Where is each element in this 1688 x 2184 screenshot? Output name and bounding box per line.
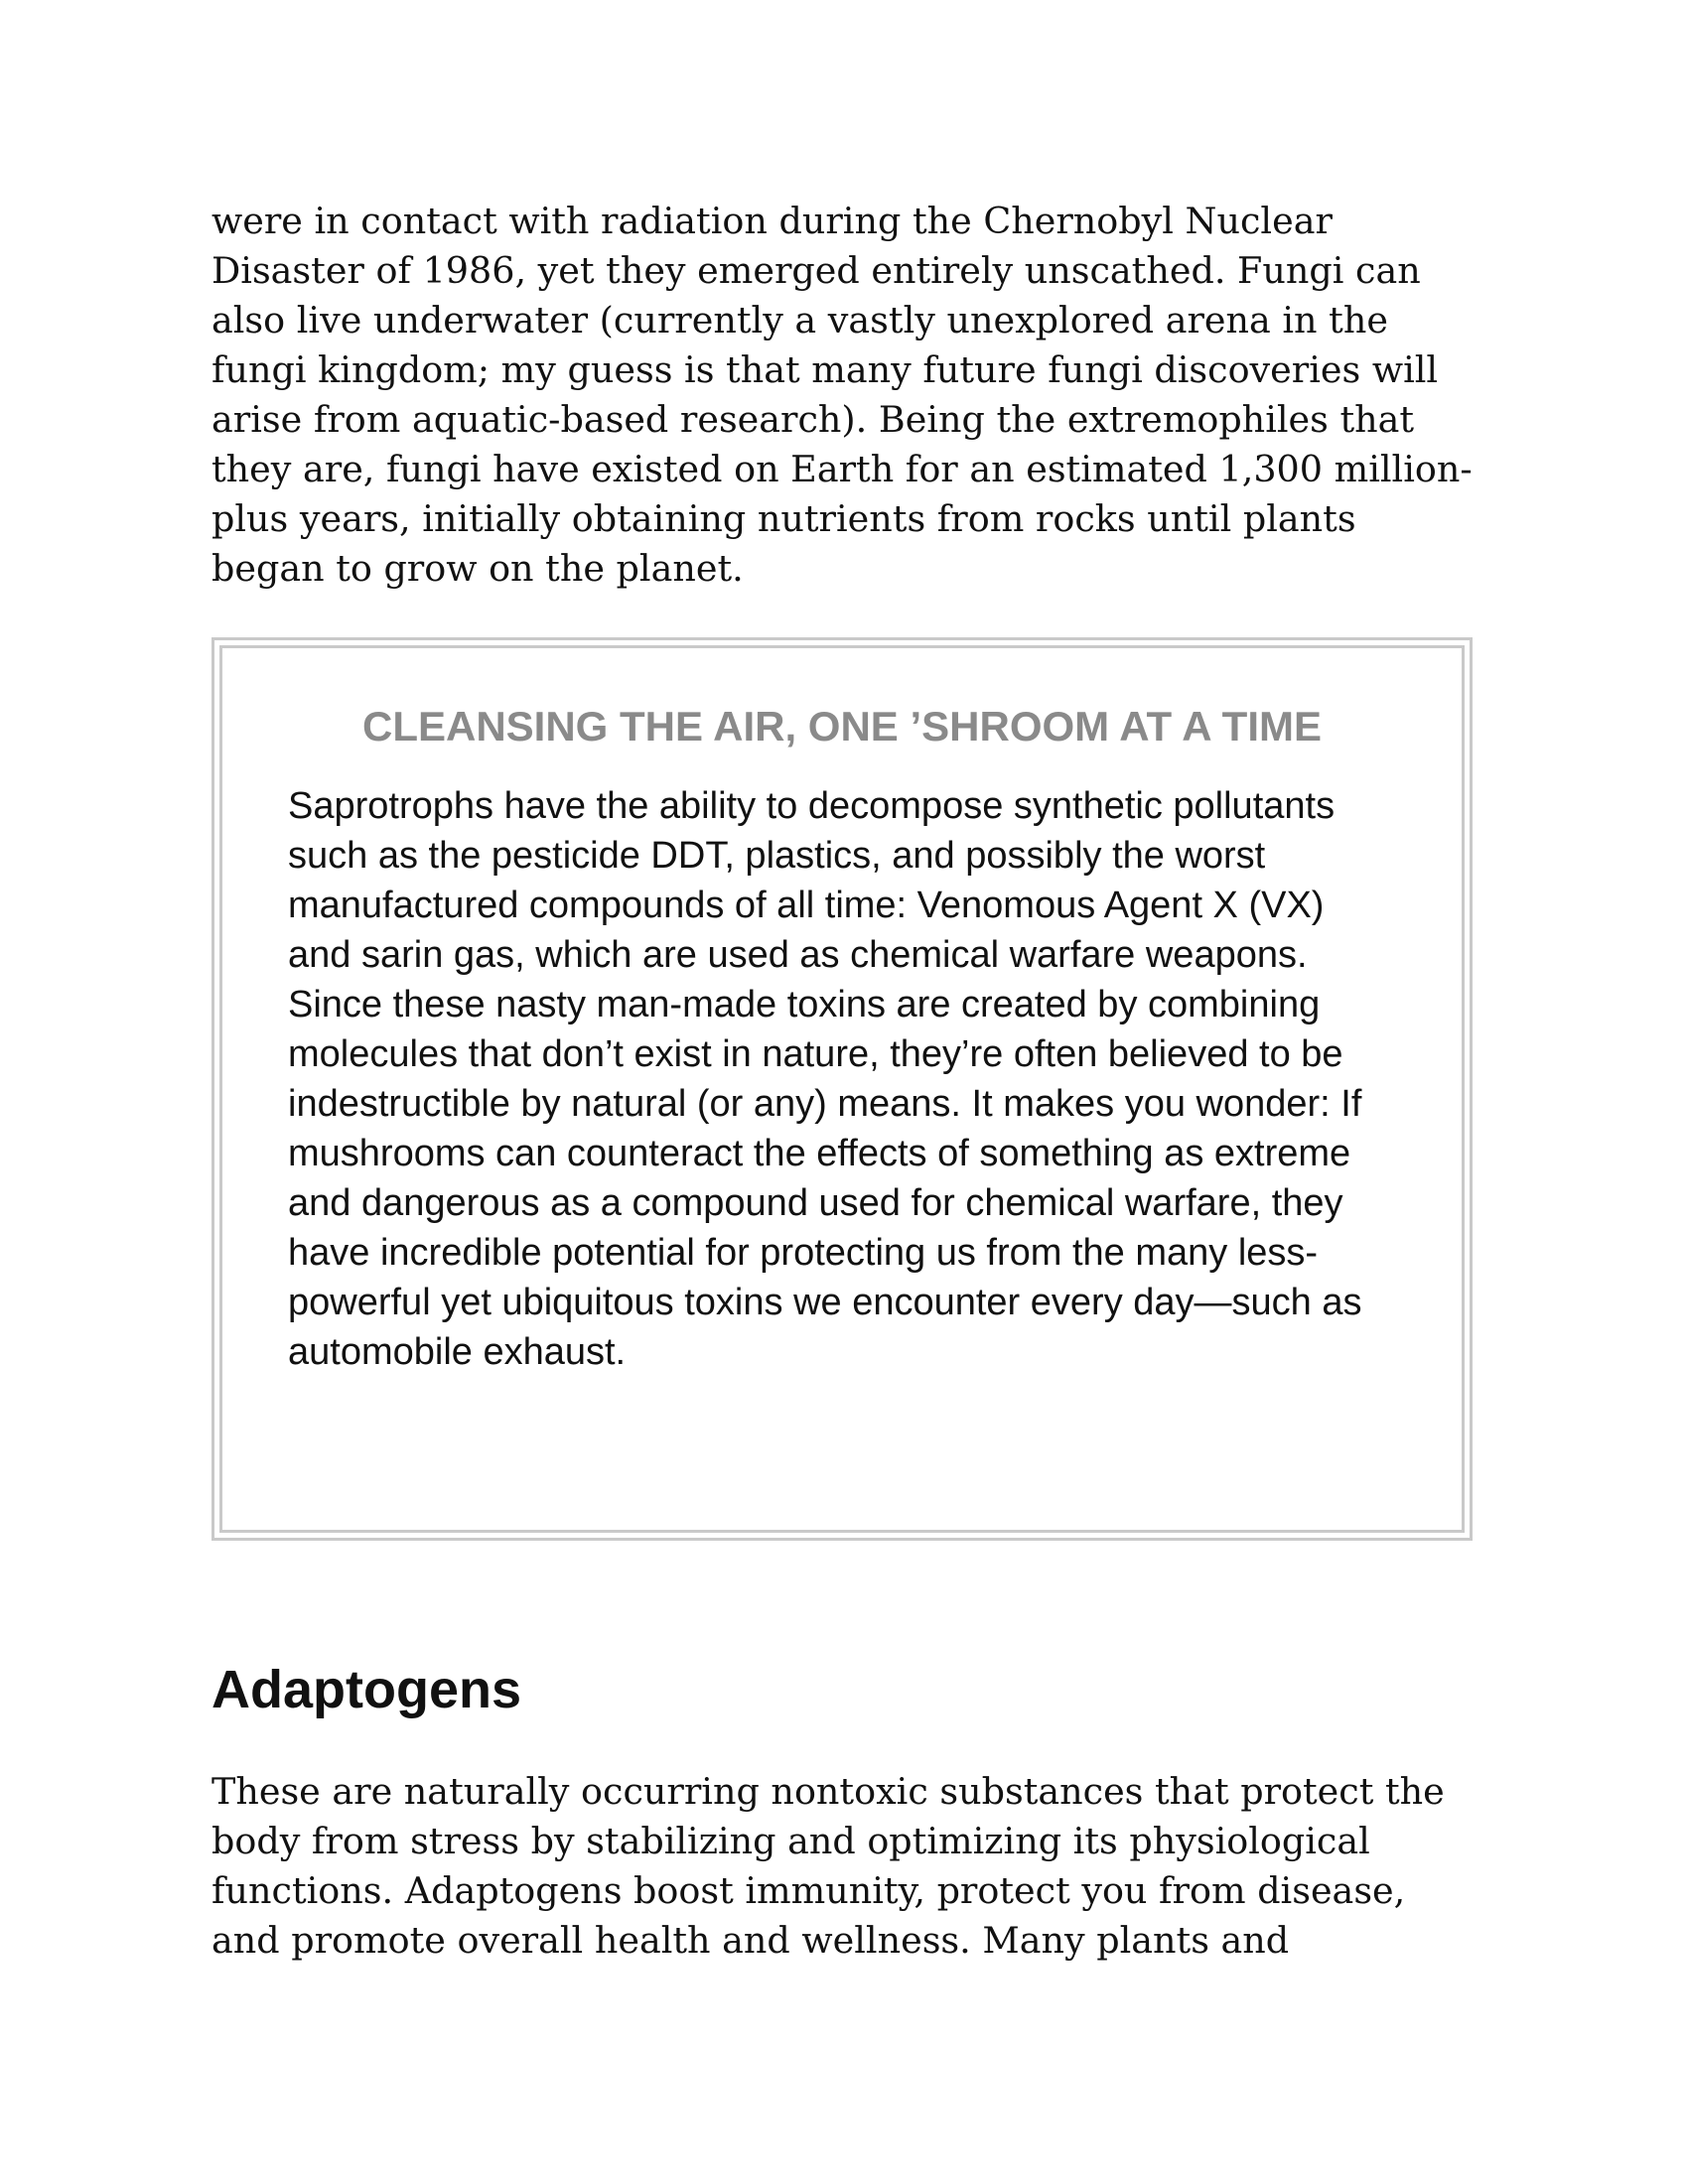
sidebar-title: CLEANSING THE AIR, ONE ’SHROOM AT A TIME — [362, 703, 1322, 750]
sidebar-inner-frame — [219, 645, 1465, 1533]
sidebar-body: Saprotrophs have the ability to decompose synthetic pollutants such as the pesticide DDT, plastics, and possibly the worst manufactured compounds of all time: Venomous Agent X (VX) and sarin gas, which are used as chemical warfare weapons. Since these nasty man-made toxins are created by combining molecules that don’t exist in nature, they’re often believed to be indestructible by natural (or any) means. It makes you wonder: If mushrooms can counteract the effects of something as extreme and dangerous as a compound used for chemical warfare, they have incredible potential for protecting us from the many less-powerful yet ubiquitous toxins we encounter every day—such as automobile exhaust. — [288, 785, 1362, 1373]
page-content — [211, 197, 1473, 1966]
intro-paragraph: were in contact with radiation during the Chernobyl Nuclear Disaster of 1986, yet they emerged entirely unscathed. Fungi can also live underwater (currently a vastly unexplored arena in the fungi kingdom; my guess is that many future fungi discoveries will arise from aquatic-based research). Being the extremophiles that they are, fungi have existed on Earth for an estimated 1,300 million-plus years, initially obtaining nutrients from rocks until plants began to grow on the planet. — [211, 200, 1473, 590]
section-heading: Adaptogens — [211, 1660, 522, 1719]
sidebar-box — [211, 637, 1473, 1541]
section-paragraph: These are naturally occurring nontoxic substances that protect the body from stress by stabilizing and optimizing its physiological functions. Adaptogens boost immunity, protect you from disease, and promote overall health and wellness. Many plants and — [211, 1770, 1445, 1962]
